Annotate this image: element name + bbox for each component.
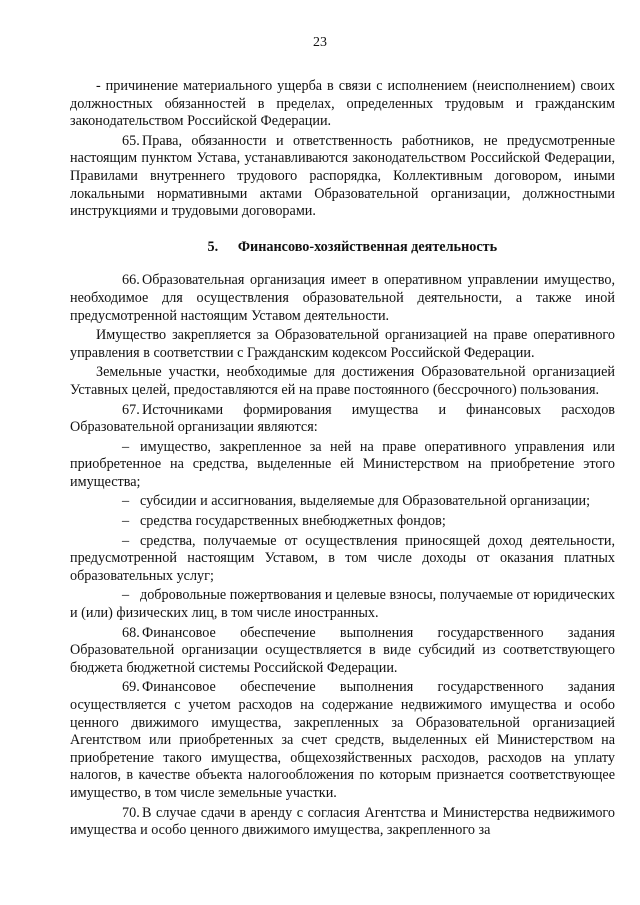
paragraph-number: 65. [122, 132, 140, 149]
list-dash: – [122, 513, 130, 530]
list-item-text: средства государственных внебюджетных фондов; [140, 513, 446, 530]
paragraph-text: Земельные участки, необходимые для достижения Образовательной организацией Уставных целей, предоставляются ей на праве постоянного (бессрочного) пользования. [70, 364, 615, 398]
paragraph [70, 327, 615, 362]
paragraph [70, 805, 615, 840]
paragraph-text: Источниками формирования имущества и финансовых расходов Образовательной организации являются: [70, 401, 615, 436]
list-item [70, 439, 615, 492]
paragraph [70, 78, 615, 131]
paragraph-text: Права, обязанности и ответственность работников, не предусмотренные настоящим пунктом Устава, устанавливаются законодательством Российской Федерации, Правилами внутреннего трудового распорядка, Коллективным договором, иными локальными нормативными актами Образовательной организации, должностными инструкциями и трудовыми договорами. [70, 132, 615, 220]
paragraph-text: Имущество закрепляется за Образовательной организацией на праве оперативного управления в соответствии с Гражданским кодексом Российской Федерации. [70, 327, 615, 361]
list-dash: – [122, 493, 130, 510]
paragraph-text: В случае сдачи в аренду с согласия Агентства и Министерства недвижимого имущества и особо ценного движимого имущества, закрепленного за [70, 804, 615, 839]
paragraph-text: Финансовое обеспечение выполнения государственного задания осуществляется с учетом расходов на содержание недвижимого имущества и особо ценного движимого имущества, закрепленных за Образовательной организацией Агентством или приобретенных за счет средств, выделенных ей Министерством на приобретение такого имущества, общехозяйственных расходов, расходов на уплату налогов, в качестве объекта налогообложения по которым признается соответствующее имущество, в том числе земельные участки. [70, 679, 615, 801]
paragraph [70, 402, 615, 437]
list-item [70, 587, 615, 622]
paragraph-text: - причинение материального ущерба в связи с исполнением (неисполнением) своих должностных обязанностей в пределах, определенных трудовым и гражданским законодательством Российской Федерации. [70, 78, 615, 130]
list-item-text: имущество, закрепленное за ней на праве оперативного управления или приобретенное на средства, выделенные ей Министерством на приобретение этого имущества; [70, 438, 615, 490]
document-body [70, 78, 615, 842]
page-number: 23 [313, 35, 327, 50]
list-item [70, 513, 615, 531]
paragraph [70, 133, 615, 221]
paragraph-text: Финансовое обеспечение выполнения государственного задания Образовательной организации осуществляется в виде субсидий из соответствующего бюджета бюджетной системы Российской Федерации. [70, 624, 615, 676]
paragraph-number: 66. [122, 272, 140, 289]
list-item-text: средства, получаемые от осуществления приносящей доход деятельности, предусмотренной настоящим Уставом, в том числе доходы от оказания платных образовательных услуг; [70, 532, 615, 584]
paragraph [70, 272, 615, 325]
list-item-text: добровольные пожертвования и целевые взносы, получаемые от юридических и (или) физических лиц, в том числе иностранных. [70, 587, 615, 622]
section-number: 5. [207, 238, 219, 255]
section-title: Финансово-хозяйственная деятельность [237, 238, 498, 255]
list-item [70, 533, 615, 586]
paragraph-number: 68. [122, 624, 140, 641]
paragraph [70, 679, 615, 802]
paragraph [70, 625, 615, 678]
list-dash: – [122, 532, 130, 549]
paragraph-text: Образовательная организация имеет в оперативном управлении имущество, необходимое для осуществления образовательной деятельности, а также иной предусмотренной настоящим Уставом деятельности. [70, 272, 615, 324]
list-dash: – [122, 438, 130, 455]
paragraph [70, 364, 615, 399]
paragraph-number: 67. [122, 401, 140, 418]
paragraph-number: 70. [122, 804, 140, 821]
list-item [70, 493, 615, 511]
section-heading [70, 239, 615, 257]
list-item-text: субсидии и ассигнования, выделяемые для Образовательной организации; [140, 493, 591, 510]
list-dash: – [122, 587, 130, 604]
paragraph-number: 69. [122, 679, 140, 696]
